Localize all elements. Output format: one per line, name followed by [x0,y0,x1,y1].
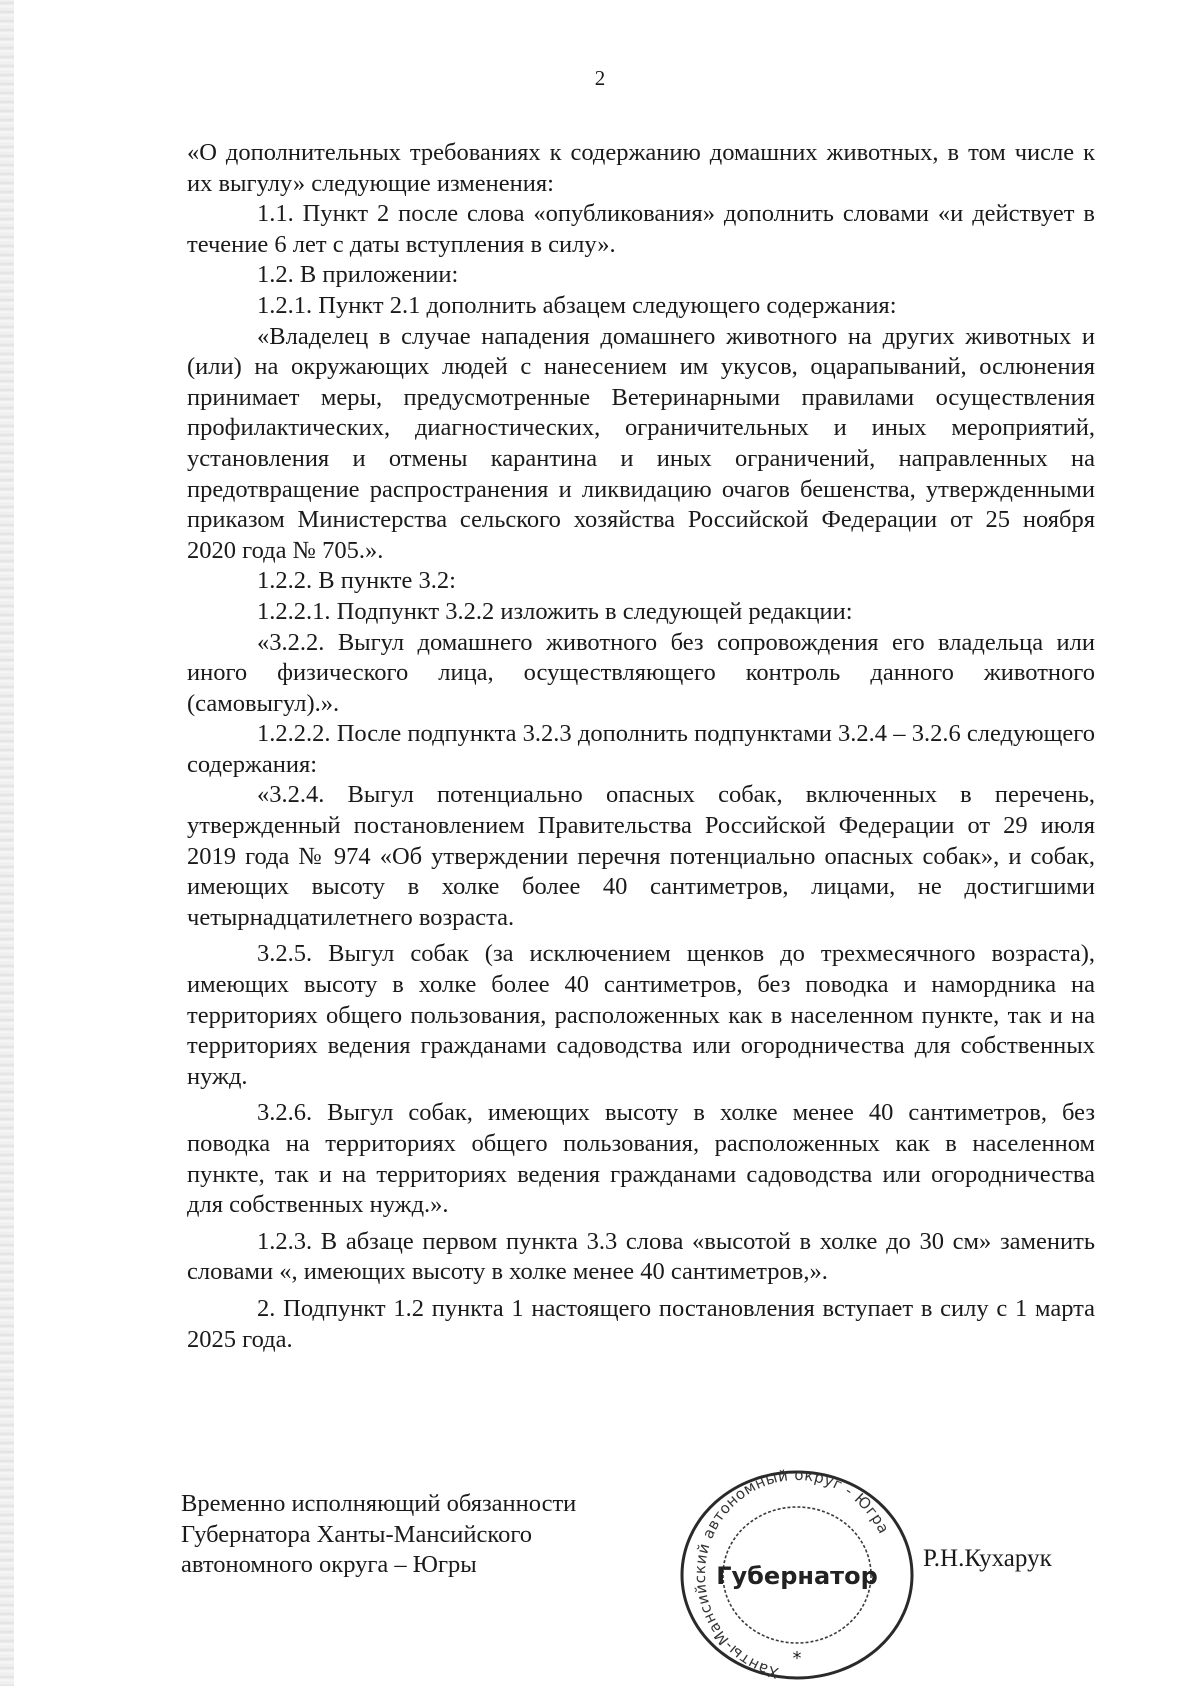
paragraph-2: 2. Подпункт 1.2 пункта 1 настоящего постановления вступает в силу с 1 марта 2025 года. [187,1294,1095,1353]
paragraph-1-2-2-1: 1.2.2.1. Подпункт 3.2.2 изложить в следующей редакции: [257,597,853,625]
signer-position-line: автономного округа – Югры [181,1551,477,1579]
paragraph-1-2-2-2: 1.2.2.2. После подпункта 3.2.3 дополнить подпунктами 3.2.4 – 3.2.6 следующего содержания: [187,720,1095,778]
paragraph-3-2-4: «3.2.4. Выгул потенциально опасных собак, включенных в перечень, утвержденный постановлением Правительства Российской Федерации от 29 июля 2019 года № 974 «Об утверждении перечня потенциально опасных собак», и собак, имеющих высоту в холке более 40 сантиметров, лицами, не достигшими четырнадцатилетнего возраста. [187,781,1095,931]
signer-position [181,1489,576,1581]
signer-name: Р.Н.Кухарук [923,1545,1052,1572]
paragraph-3-2-6: 3.2.6. Выгул собак, имеющих высоту в холке менее 40 сантиметров, без поводка на территориях общего пользования, расположенных как в населенном пункте, так и на территориях ведения гражданами садоводства или огородничества для собственных нужд.». [187,1099,1095,1219]
stamp-center-text: Губернатор [716,1562,878,1590]
stamp-star-icon: * [792,1648,802,1669]
paragraph-1-1: 1.1. Пункт 2 после слова «опубликования» дополнить словами «и действует в течение 6 лет с даты вступления в силу». [187,200,1095,258]
signer-position-line: Временно исполняющий обязанности [181,1490,577,1517]
paragraph-1-2-1: 1.2.1. Пункт 2.1 дополнить абзацем следующего содержания: [257,291,897,319]
stamp-ring-text: Ханты-Мансийский автономный округ - Югра [690,1465,893,1680]
scan-edge [0,0,14,1686]
paragraph-owner-measures: «Владелец в случае нападения домашнего животного на других животных и (или) на окружающих людей с нанесением им укусов, оцарапываний, ослюнения принимает меры, предусмотренные Ветеринарными правилами осуществления профилактических, диагностических, ограничительных и иных мероприятий, установления и отмены карантина и иных ограничений, направленных на предотвращение распространения и ликвидацию очагов бешенства, утвержденными приказом Министерства сельского хозяйства Российской Федерации от 25 ноября 2020 года № 705.». [187,322,1095,564]
page-number: 2 [594,66,606,90]
paragraph-1-2-2: 1.2.2. В пункте 3.2: [257,567,456,595]
document-body [187,138,1095,1355]
signer-position-line: Губернатора Ханты-Мансийского [181,1520,533,1548]
paragraph-1-2-3: 1.2.3. В абзаце первом пункта 3.3 слова «высотой в холке до 30 см» заменить словами «, имеющих высоту в холке менее 40 сантиметров,». [187,1227,1095,1286]
paragraph-intro: «О дополнительных требованиях к содержанию домашних животных, в том числе к их выгулу» следующие изменения: [187,139,1095,197]
paragraph-3-2-2: «3.2.2. Выгул домашнего животного без сопровождения его владельца или иного физического лица, осуществляющего контроль данного животного (самовыгул).». [187,628,1095,717]
paragraph-1-2: 1.2. В приложении: [257,261,459,289]
paragraph-3-2-5: 3.2.5. Выгул собак (за исключением щенков до трехмесячного возраста), имеющих высоту в холке более 40 сантиметров, без поводка и намордника на территориях общего пользования, расположенных как в населенном пункте, так и на территориях ведения гражданами садоводства или огородничества для собственных нужд. [187,940,1095,1090]
official-seal-stamp [675,1454,919,1680]
